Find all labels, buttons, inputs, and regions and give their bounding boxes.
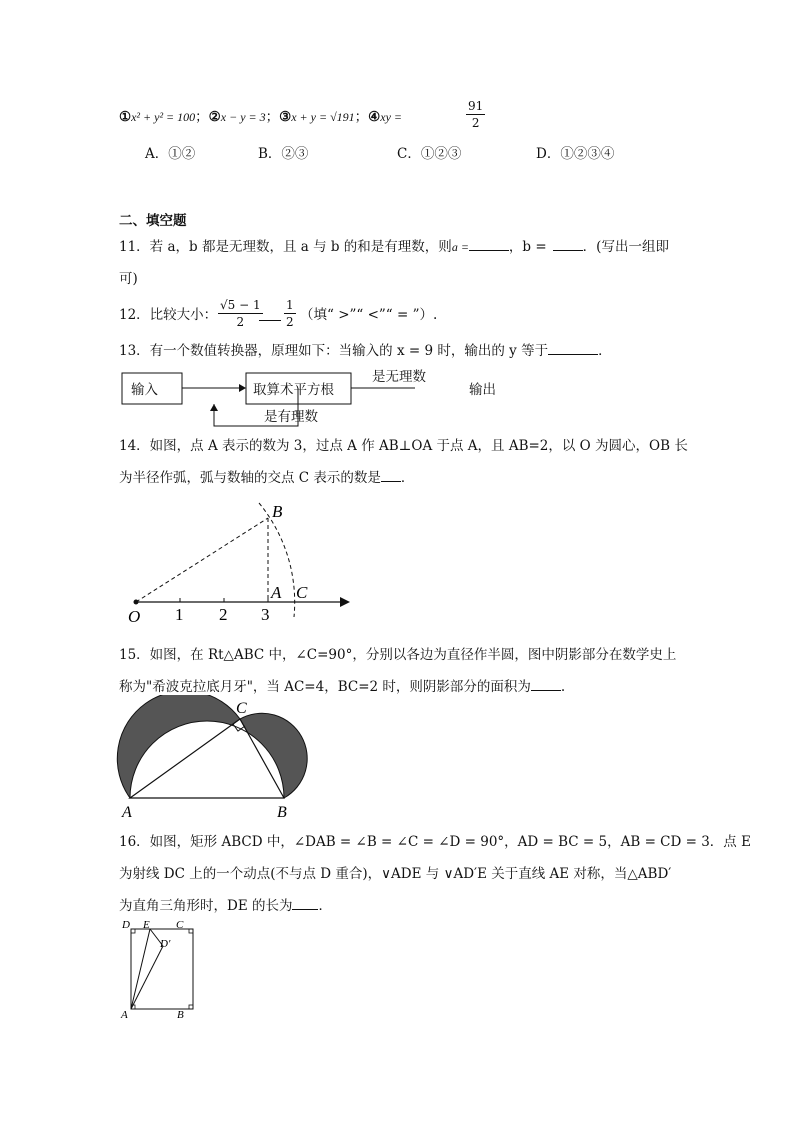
label-C: C [296, 583, 308, 602]
section-title: 二、填空题 [119, 213, 187, 229]
q12-frac2-den: 2 [286, 315, 294, 329]
q12-blank [259, 308, 281, 321]
q15-line1: 15．如图，在 Rt△ABC 中，∠C=90°，分别以各边为直径作半圆，图中阴影部分在数学史上 [119, 647, 677, 663]
q10-opt2-expr: x − y = 3 [220, 110, 266, 124]
label-B: B [177, 1009, 184, 1021]
q10-choice-a: A．①② [145, 146, 196, 162]
q14-figure [118, 495, 358, 630]
q12-frac2-num: 1 [286, 298, 294, 312]
q10-sep: ； [265, 109, 280, 125]
q12-fraction-1 [218, 297, 263, 330]
q10-choice-c: C．①②③ [397, 146, 462, 162]
right-angle-D [131, 929, 135, 933]
q10-opt3-expr: x + y = √191 [291, 110, 355, 124]
q10-sep: ； [195, 109, 209, 125]
q10-opt4-num: 91 [468, 99, 484, 113]
label-3: 3 [261, 605, 270, 624]
q10-opt3-mark: ③ [279, 109, 292, 125]
label-C: C [236, 700, 247, 717]
q11-blank-b [553, 238, 583, 251]
q14-text: 为半径作弧，弧与数轴的交点 C 表示的数是 [119, 470, 381, 486]
flow-rational-label: 是有理数 [264, 409, 318, 425]
label-A: A [271, 583, 282, 602]
flow-output-label: 输出 [469, 382, 496, 398]
flow-loop-arrowhead [210, 404, 218, 411]
label-E: E [143, 919, 150, 931]
q11-line1 [119, 238, 669, 256]
q12-fraction-2 [284, 297, 296, 330]
q10-opt4-expr: xy = [380, 110, 403, 124]
q16-line2: 为射线 DC 上的一个动点(不与点 D 重合)，∨ADE 与 ∨AD′E 关于直线 AE 对称，当△ABD′ [119, 866, 672, 882]
q10-options [119, 108, 402, 126]
q14-line2 [119, 469, 414, 487]
q14-line1: 14．如图，点 A 表示的数为 3，过点 A 作 AB⊥OA 于点 A，且 AB=2，以 O 为圆心，OB 长 [119, 438, 688, 454]
q10-opt1-expr: x² + y² = 100 [131, 110, 196, 124]
q14-blank [381, 469, 401, 482]
label-B: B [277, 804, 287, 821]
segment-AD-prime [131, 946, 163, 1009]
q15-end: . [560, 679, 566, 695]
segment-AE [131, 929, 150, 1009]
q10-opt4-den: 2 [471, 116, 480, 130]
q13-blank [548, 342, 598, 355]
q15-line2 [119, 678, 565, 696]
q10-opt2-mark: ② [208, 109, 221, 125]
q16-text: 为直角三角形时，DE 的长为 [119, 898, 293, 914]
q10-sep: ； [354, 109, 369, 125]
label-O: O [128, 607, 141, 626]
q15-blank [531, 678, 561, 691]
q10-choice-d: D．①②③④ [536, 146, 615, 162]
q15-figure [110, 695, 320, 825]
q12-frac1-num: √5 − 1 [220, 298, 261, 312]
q10-opt4-fraction [466, 98, 485, 131]
q11-blank-a [469, 238, 509, 251]
q16-line3 [119, 897, 332, 915]
label-D-prime: D′ [160, 938, 171, 950]
label-A: A [121, 1009, 128, 1021]
flow-irrational-label: 是无理数 [372, 369, 426, 385]
q11-end: ．(写出一组即 [582, 239, 669, 255]
q12-prefix: 12．比较大小： [119, 307, 218, 323]
q14-end: ． [400, 470, 415, 486]
label-A: A [122, 804, 132, 821]
q12-suffix: （填“ >”“ <”“ = ”）. [300, 307, 438, 323]
label-B: B [272, 502, 283, 521]
q11-mid: ，b = [508, 239, 547, 255]
q13-line [119, 342, 612, 360]
segment-OB [136, 518, 268, 602]
q13-text: 13．有一个数值转换器，原理如下：当输入的 x = 9 时，输出的 y 等于 [119, 343, 549, 359]
q16-end: ． [318, 898, 332, 914]
q11-a-label: a = [451, 240, 469, 254]
q16-figure [115, 915, 195, 1025]
q11-text: 11．若 a，b 都是无理数，且 a 与 b 的和是有理数，则 [119, 239, 452, 255]
label-D: D [122, 919, 130, 931]
q16-blank [292, 897, 318, 910]
label-1: 1 [175, 605, 184, 624]
right-angle-B [189, 1005, 193, 1009]
q10-opt4-mark: ④ [368, 109, 381, 125]
label-C: C [176, 919, 184, 931]
q10-opt1-mark: ① [119, 109, 132, 125]
label-2: 2 [219, 605, 228, 624]
q13-end: ． [598, 343, 612, 359]
q11-line2: 可) [119, 271, 138, 287]
right-angle-C [189, 929, 193, 933]
q16-line1: 16．如图，矩形 ABCD 中，∠DAB = ∠B = ∠C = ∠D = 90°，AD = BC = 5，AB = CD = 3．点 E [119, 834, 751, 850]
flow-input-label: 输入 [131, 382, 158, 398]
number-line-arrow [340, 597, 350, 607]
q15-text: 称为"希波克拉底月牙"，当 AC=4，BC=2 时，则阴影部分的面积为 [119, 679, 531, 695]
flow-sqrt-label: 取算术平方根 [253, 382, 334, 398]
q10-choice-b: B．②③ [258, 146, 309, 162]
q12-frac1-den: 2 [236, 315, 245, 329]
